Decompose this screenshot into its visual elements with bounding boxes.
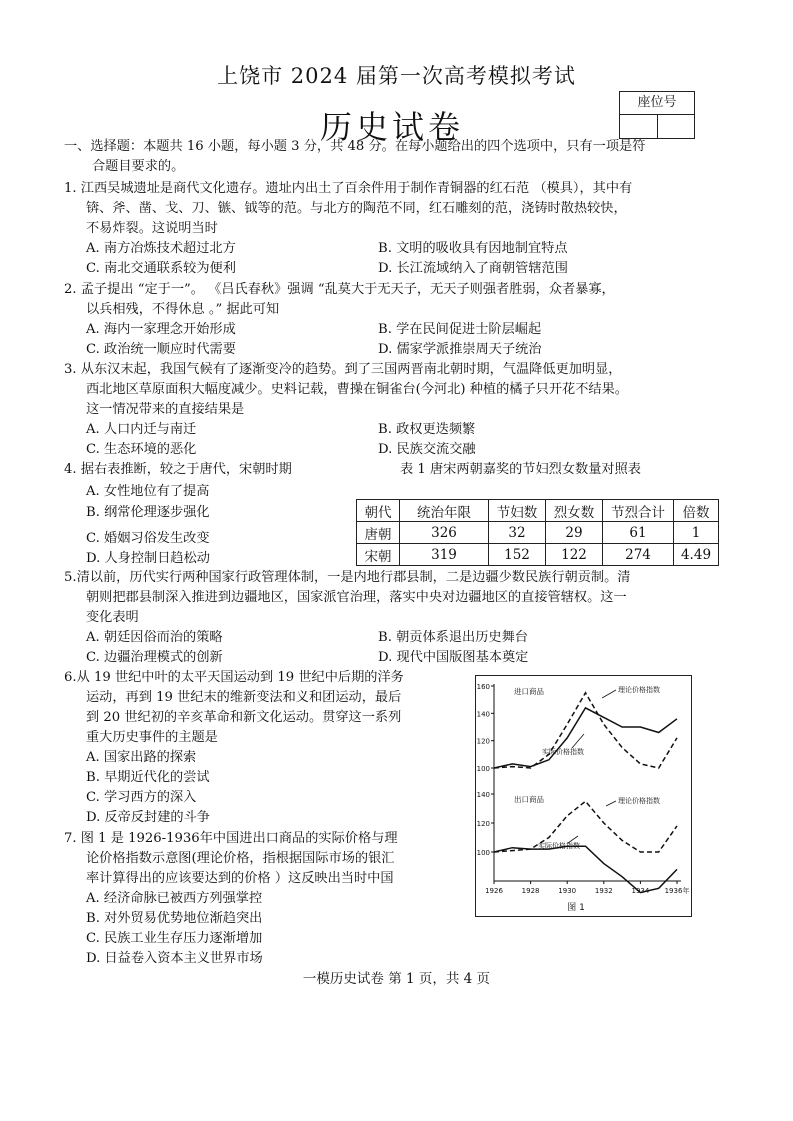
paper-subtitle: 历史试卷	[320, 108, 465, 146]
table-header-cell: 统治年限	[400, 500, 489, 522]
x-tick-label: 1928	[521, 887, 540, 895]
q7-option-c: C. 民族工业生存压力逐渐增加	[86, 931, 263, 946]
q7-stem: 7. 图 1 是 1926-1936年中国进出口商品的实际价格与理	[64, 831, 398, 846]
panel-title: 出口商品	[514, 795, 544, 804]
q5-stem-cont: 变化表明	[86, 610, 139, 625]
x-tick-label: 1936年	[664, 887, 690, 895]
q5-stem: 5.清以前，历代实行两种国家行政管理体制，一是内地行郡县制，二是边疆少数民族行朝贡制。清	[64, 570, 631, 585]
table-cell: 274	[603, 544, 674, 566]
section-instructions-cont: 合题目要求的。	[92, 159, 185, 174]
section-instructions: 一、选择题：本题共 16 小题，每小题 3 分，共 48 分。在每小题给出的四个选项中，只有一项是符	[64, 139, 646, 154]
seat-cell[interactable]	[658, 115, 695, 138]
q2-option-b: B. 学在民间促进士阶层崛起	[378, 322, 542, 337]
table-header-cell: 倍数	[674, 500, 719, 522]
table-header-row	[357, 500, 719, 522]
q5-option-b: B. 朝贡体系退出历史舞台	[378, 630, 528, 645]
label-leader	[606, 801, 616, 806]
y-tick-label: 120	[476, 737, 490, 746]
q6-option-a: A. 国家出路的探索	[86, 750, 197, 765]
series-label: 实际价格指数	[538, 842, 580, 850]
panel-title: 进口商品	[514, 687, 544, 696]
q4-option-a: A. 女性地位有了提高	[86, 484, 210, 499]
q6-option-d: D. 反帝反封建的斗争	[86, 810, 210, 825]
q4-option-c: C. 婚姻习俗发生改变	[86, 531, 210, 546]
table-cell: 1	[674, 522, 719, 544]
q1-stem-cont: 锛、斧、凿、戈、刀、镞、钺等的范。与北方的陶范不同，红石雕刻的范，浇铸时散热较快，	[86, 201, 627, 216]
q4-option-b: B. 纲常伦理逐步强化	[86, 505, 210, 520]
q2-stem-cont: 以兵相残，不得休息 。” 据此可知	[86, 302, 280, 317]
q7-option-d: D. 日益卷入资本主义世界市场	[86, 951, 263, 966]
table-header-cell: 朝代	[357, 500, 400, 522]
q6-option-b: B. 早期近代化的尝试	[86, 770, 210, 785]
table-cell: 61	[603, 522, 674, 544]
label-leader	[572, 734, 584, 748]
table-cell: 122	[546, 544, 603, 566]
series-label: 理论价格指数	[618, 686, 660, 694]
y-tick-label: 160	[476, 683, 490, 691]
table-cell: 29	[546, 522, 603, 544]
figure-caption: 图 1	[567, 903, 585, 913]
x-tick-label: 1932	[594, 887, 613, 895]
x-tick-label: 1934	[631, 887, 650, 895]
q5-option-d: D. 现代中国版图基本奠定	[378, 650, 529, 665]
table-cell: 32	[489, 522, 546, 544]
q1-option-d: D. 长江流域纳入了商朝管辖范围	[378, 261, 568, 276]
q6-stem-cont: 到 20 世纪初的辛亥革命和新文化运动。贯穿这一系列	[86, 710, 402, 725]
series-label: 实际价格指数	[542, 748, 584, 756]
q1-stem-cont: 不易炸裂。这说明当时	[86, 221, 218, 236]
table-header-cell: 烈女数	[546, 500, 603, 522]
q2-option-c: C. 政治统一顺应时代需要	[86, 342, 236, 357]
y-tick-label: 100	[476, 849, 490, 857]
q2-stem: 2. 孟子提出 “定于一”。 《吕氏春秋》强调 “乱莫大于无天子，无天子则强者胜弱，众者暴寡，	[64, 282, 615, 297]
q3-option-a: A. 人口内迁与南迁	[86, 422, 197, 437]
table-cell: 唐朝	[357, 522, 400, 544]
q7-option-a: A. 经济命脉已被西方列强掌控	[86, 891, 263, 906]
y-tick-label: 100	[476, 765, 490, 773]
table-row	[357, 522, 719, 544]
q4-stem: 4. 据右表推断，较之于唐代，宋朝时期	[64, 462, 292, 477]
q1-stem: 1. 江西吴城遗址是商代文化遗存。遗址内出土了百余件用于制作青铜器的红石范 （模具），其中有	[64, 181, 633, 196]
label-leader	[602, 690, 616, 698]
y-tick-label: 140	[476, 791, 490, 799]
q4-option-d: D. 人身控制日趋松动	[86, 551, 210, 566]
seat-number-box	[619, 91, 695, 139]
q6-stem-cont: 运动，再到 19 世纪末的维新变法和义和团运动，最后	[86, 690, 402, 705]
table-header-cell: 节烈合计	[603, 500, 674, 522]
q5-option-a: A. 朝廷因俗而治的策略	[86, 630, 223, 645]
q7-stem-cont: 率计算得出的应该要达到的价格 ）这反映出当时中国	[86, 871, 394, 886]
q7-stem-cont: 论价格指数示意图(理论价格，指根据国际市场的银汇	[86, 851, 395, 866]
q1-option-c: C. 南北交通联系较为便利	[86, 261, 236, 276]
q3-option-d: D. 民族交流交融	[378, 442, 476, 457]
q1-option-b: B. 文明的吸收具有因地制宜特点	[378, 241, 568, 256]
table-cell: 4.49	[674, 544, 719, 566]
seat-cell[interactable]	[620, 115, 658, 138]
table-cell: 152	[489, 544, 546, 566]
figure-1	[475, 675, 692, 917]
q2-option-d: D. 儒家学派推崇周天子统治	[378, 342, 542, 357]
q6-option-c: C. 学习西方的深入	[86, 790, 197, 805]
x-tick-label: 1926	[485, 887, 503, 895]
table-cell: 319	[400, 544, 489, 566]
page-footer: 一模历史试卷 第 1 页，共 4 页	[302, 971, 491, 987]
q4-data-table	[356, 499, 719, 566]
q5-option-c: C. 边疆治理模式的创新	[86, 650, 223, 665]
actual-price-line	[494, 708, 677, 768]
x-tick-label: 1930	[558, 887, 577, 895]
theory-price-line	[494, 801, 677, 852]
exam-title: 上饶市 2024 届第一次高考模拟考试	[217, 64, 576, 88]
q1-option-a: A. 南方冶炼技术超过北方	[86, 241, 236, 256]
table-header-cell: 节妇数	[489, 500, 546, 522]
q3-stem-cont: 西北地区草原面积大幅度减少。史料记载，曹操在铜雀台(今河北) 种植的橘子只开花不结果。	[86, 382, 628, 397]
q6-stem: 6.从 19 世纪中叶的太平天国运动到 19 世纪中后期的洋务	[64, 670, 404, 685]
table-row	[357, 544, 719, 566]
q3-stem: 3. 从东汉末起，我国气候有了逐渐变冷的趋势。到了三国两晋南北朝时期，气温降低更加明显，	[64, 362, 622, 377]
q4-table-caption: 表 1 唐宋两朝嘉奖的节妇烈女数量对照表	[400, 462, 641, 477]
y-tick-label: 140	[476, 710, 490, 719]
q6-stem-cont: 重大历史事件的主题是	[86, 730, 218, 745]
q3-stem-cont: 这一情况带来的直接结果是	[86, 402, 245, 417]
q7-option-b: B. 对外贸易优势地位渐趋突出	[86, 911, 263, 926]
q3-option-c: C. 生态环境的恶化	[86, 442, 197, 457]
seat-number-label: 座位号	[620, 92, 694, 115]
price-index-chart	[476, 676, 691, 916]
q5-stem-cont: 朝则把郡县制深入推进到边疆地区，国家派官治理，落实中央对边疆地区的直接管辖权。这一	[86, 590, 627, 605]
table-cell: 326	[400, 522, 489, 544]
series-label: 理论价格指数	[618, 797, 660, 805]
q2-option-a: A. 海内一家理念开始形成	[86, 322, 236, 337]
actual-price-line	[494, 846, 677, 892]
table-cell: 宋朝	[357, 544, 400, 566]
q3-option-b: B. 政权更迭频繁	[378, 422, 476, 437]
y-tick-label: 120	[476, 820, 490, 828]
